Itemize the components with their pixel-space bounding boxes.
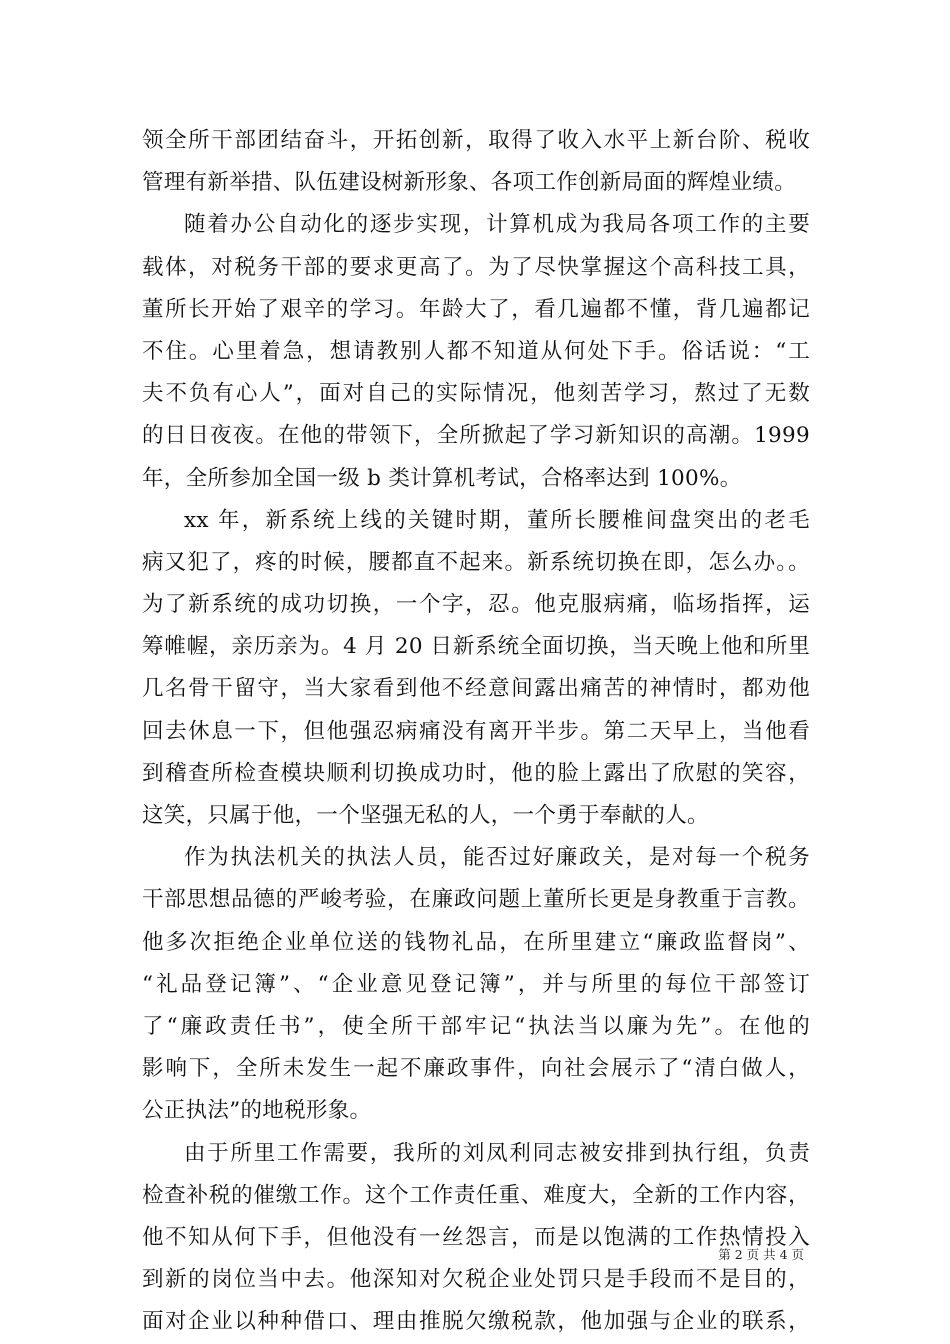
- text-line: 领全所干部团结奋斗，开拓创新，取得了收入水平上新台阶、税收: [142, 128, 810, 153]
- text-line: 不住。心里着急，想请教别人都不知道从何处下手。俗话说：“工: [142, 338, 810, 364]
- text-line: 了“廉政责任书”，使全所干部牢记“执法当以廉为先”。在他的: [142, 1013, 810, 1039]
- text-line: 这笑，只属于他，一个坚强无私的人，一个勇于奉献的人。: [142, 803, 709, 828]
- text-line: 董所长开始了艰辛的学习。年龄大了，看几遍都不懂，背几遍都记: [142, 296, 810, 322]
- text-line: “礼品登记簿”、“企业意见登记簿”，并与所里的每位干部签订: [142, 971, 810, 997]
- body-text: [142, 120, 810, 1343]
- text-line: 载体，对税务干部的要求更高了。为了尽快掌握这个高科技工具，: [142, 254, 810, 280]
- text-line: 干部思想品德的严峻考验，在廉政问题上董所长更是身教重于言教。: [142, 887, 810, 913]
- text-line: 检查补税的催缴工作。这个工作责任重、难度大，全新的工作内容，: [142, 1182, 810, 1208]
- paragraph-start-line: 作为执法机关的执法人员，能否过好廉政关，是对每一个税务: [184, 845, 810, 871]
- text-line: 到新的岗位当中去。他深知对欠税企业处罚只是手段而不是目的，: [142, 1267, 810, 1293]
- text-line: 年，全所参加全国一级 b 类计算机考试，合格率达到 100%。: [142, 465, 742, 491]
- text-line: 到稽查所检查模块顺利切换成功时，他的脸上露出了欣慰的笑容，: [142, 760, 810, 786]
- text-line: 公正执法”的地税形象。: [142, 1098, 372, 1124]
- paragraph-start-line: 随着办公自动化的逐步实现，计算机成为我局各项工作的主要: [184, 212, 810, 238]
- text-line: 他多次拒绝企业单位送的钱物礼品，在所里建立“廉政监督岗”、: [142, 929, 810, 955]
- text-line: 筹帷幄，亲历亲为。4 月 20 日新系统全面切换，当天晚上他和所里: [142, 634, 810, 660]
- page-number-footer: 第 2 页 共 4 页: [718, 1247, 804, 1262]
- paragraph-start-line: xx 年，新系统上线的关键时期，董所长腰椎间盘突出的老毛: [184, 507, 810, 533]
- text-line: 几名骨干留守，当大家看到他不经意间露出痛苦的神情时，都劝他: [142, 676, 810, 702]
- text-line: 夫不负有心人”，面对自己的实际情况，他刻苦学习，熬过了无数: [142, 381, 810, 407]
- text-line: 管理有新举措、队伍建设树新形象、各项工作创新局面的辉煌业绩。: [142, 170, 797, 196]
- text-line: 他不知从何下手，但他没有一丝怨言，而是以饱满的工作热情投入: [142, 1224, 810, 1250]
- text-line: 为了新系统的成功切换，一个字，忍。他克服病痛，临场指挥，运: [142, 592, 810, 618]
- text-line: 影响下，全所未发生一起不廉政事件，向社会展示了“清白做人，: [142, 1056, 810, 1082]
- paragraph-start-line: 由于所里工作需要，我所的刘凤利同志被安排到执行组，负责: [184, 1140, 810, 1166]
- text-line: 面对企业以种种借口、理由推脱欠缴税款，他加强与企业的联系，: [142, 1309, 810, 1335]
- text-line: 病又犯了，疼的时候，腰都直不起来。新系统切换在即，怎么办。。: [142, 549, 810, 575]
- text-line: 的日日夜夜。在他的带领下，全所掀起了学习新知识的高潮。1999: [142, 423, 810, 449]
- text-line: 回去休息一下，但他强忍病痛没有离开半步。第二天早上，当他看: [142, 718, 810, 744]
